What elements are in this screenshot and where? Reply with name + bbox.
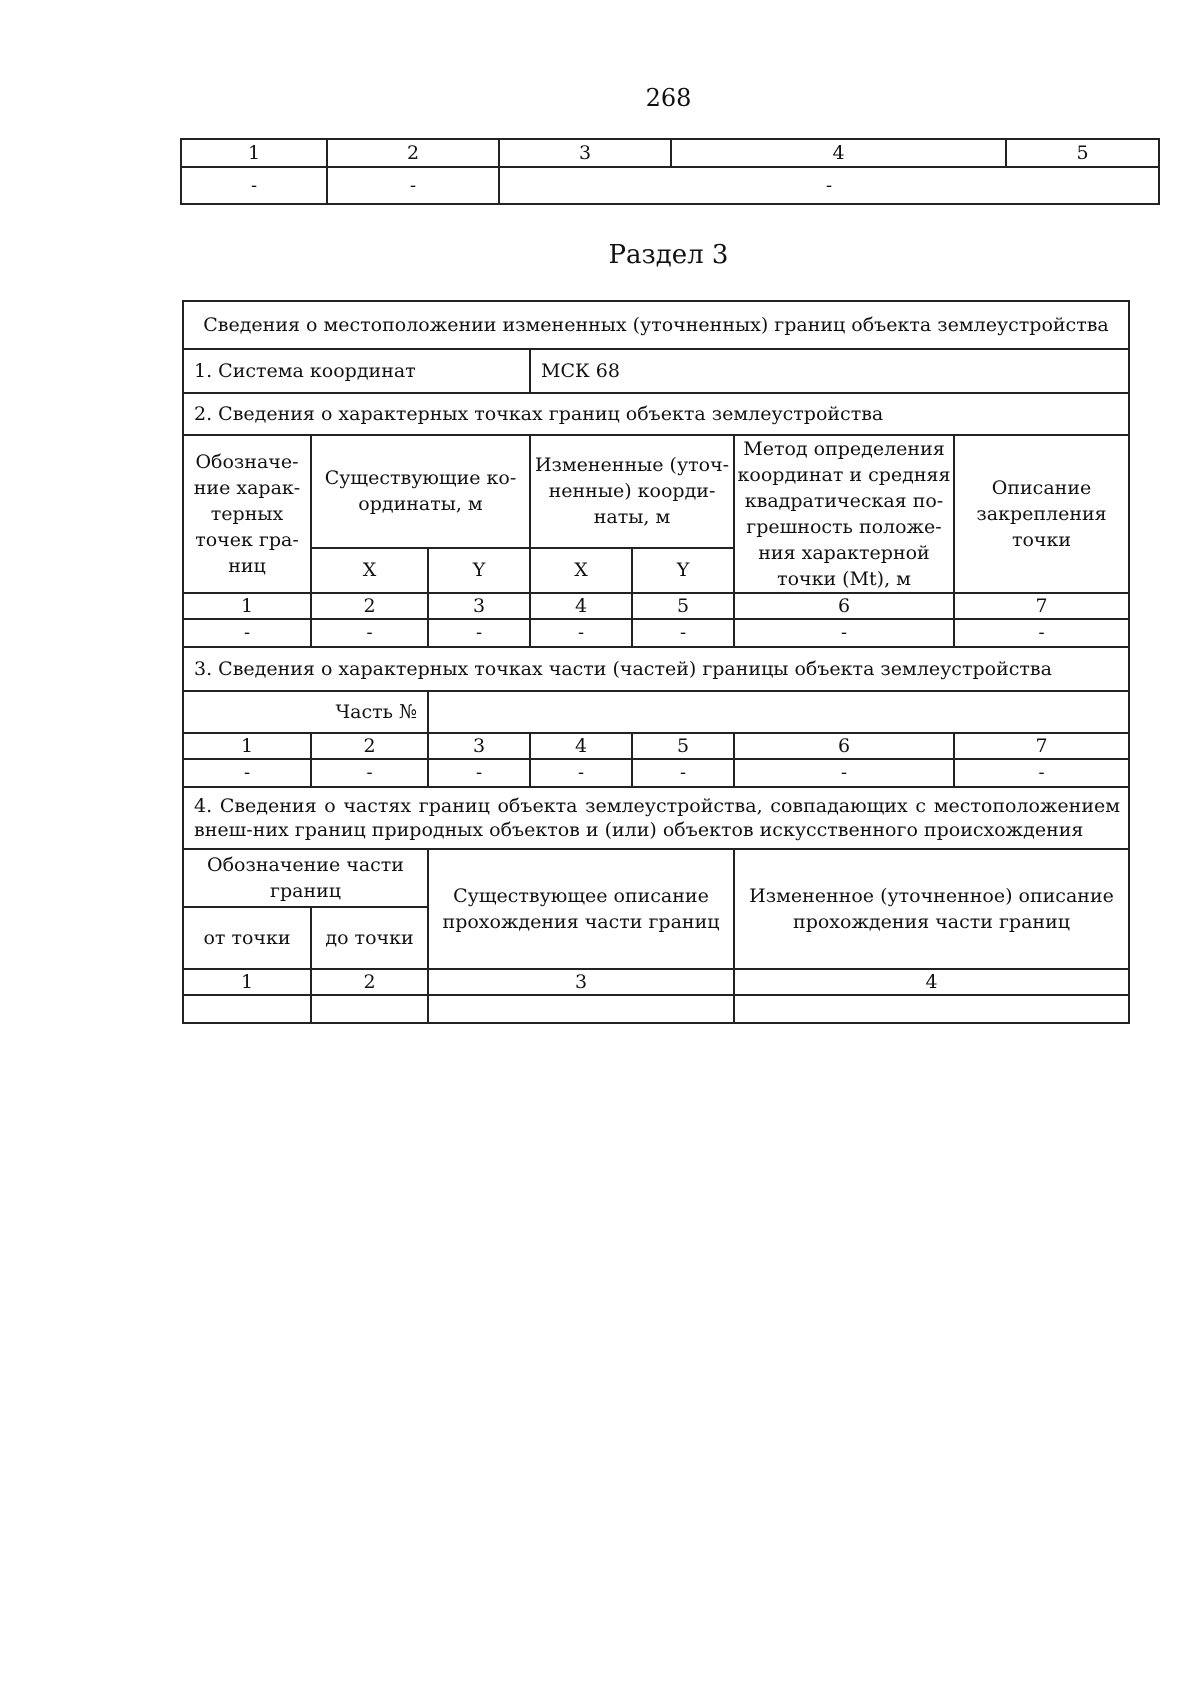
table-cell: 5 (1006, 139, 1159, 167)
changed-coords-header: Измененные (уточ-ненные) коорди-наты, м (530, 435, 734, 548)
x-header: X (311, 548, 428, 593)
changed-description-header: Измененное (уточненное) описание прохождения части границ (734, 849, 1129, 969)
table-cell: - (734, 619, 954, 647)
table-cell: - (183, 619, 311, 647)
table-cell: 4 (671, 139, 1006, 167)
table-cell: - (632, 619, 734, 647)
designation-header: Обозначе-ние харак-терных точек гра-ниц (183, 435, 311, 593)
x-header: X (530, 548, 632, 593)
table-cell: - (183, 759, 311, 787)
table-cell: - (632, 759, 734, 787)
table-cell (183, 995, 311, 1023)
table-cell: 2 (311, 593, 428, 619)
from-point-header: от точки (183, 907, 311, 969)
table-cell: - (428, 619, 530, 647)
y-header: Y (632, 548, 734, 593)
table-cell: 6 (734, 593, 954, 619)
section2-title-row (183, 393, 1129, 435)
table-cell: 3 (499, 139, 671, 167)
table-cell: 4 (734, 969, 1129, 995)
table-cell: - (734, 759, 954, 787)
table-cell (428, 995, 734, 1023)
table-cell: 3 (428, 969, 734, 995)
section2-data-row (183, 619, 1129, 647)
table-cell: - (428, 759, 530, 787)
table-cell (734, 995, 1129, 1023)
section3-title: 3. Сведения о характерных точках части (частей) границы объекта землеустройства (183, 647, 1129, 691)
section2-number-row (183, 593, 1129, 619)
section4-title-row (183, 787, 1129, 849)
table-cell: 1 (183, 593, 311, 619)
table-cell: 3 (428, 733, 530, 759)
section4-title: 4. Сведения о частях границ объекта землеустройства, совпадающих с местоположением внеш-них границ природных объектов и (или) объектов искусственного происхождения (183, 787, 1129, 849)
table-cell: - (499, 167, 1159, 204)
table-cell: 5 (632, 593, 734, 619)
table-cell: - (327, 167, 499, 204)
y-header: Y (428, 548, 530, 593)
table-cell (311, 995, 428, 1023)
table-cell: 5 (632, 733, 734, 759)
table-cell: 1 (183, 733, 311, 759)
top-table-header-row (181, 139, 1159, 167)
table-cell: 2 (327, 139, 499, 167)
table-cell: 1 (181, 139, 327, 167)
top-table (180, 138, 1160, 205)
top-table-row (181, 167, 1159, 204)
table-cell: 6 (734, 733, 954, 759)
table-cell: - (954, 759, 1129, 787)
coord-system-row (183, 349, 1129, 393)
table-cell: - (181, 167, 327, 204)
table-cell: - (530, 759, 632, 787)
fixing-header: Описание закрепления точки (954, 435, 1129, 593)
existing-description-header: Существующее описание прохождения части границ (428, 849, 734, 969)
section4-data-row (183, 995, 1129, 1023)
coord-system-label: 1. Система координат (183, 349, 530, 393)
main-title: Сведения о местоположении измененных (уточненных) границ объекта землеустройства (183, 301, 1129, 349)
table-cell: - (954, 619, 1129, 647)
section3-data-row (183, 759, 1129, 787)
section2-header-row (183, 435, 1129, 548)
section3-part-row (183, 691, 1129, 733)
part-designation-header: Обозначение части границ (183, 849, 428, 907)
table-cell: 7 (954, 593, 1129, 619)
section3-number-row (183, 733, 1129, 759)
table-cell: - (311, 619, 428, 647)
section3-title-row (183, 647, 1129, 691)
section-title: Раздел 3 (608, 240, 729, 270)
page-number: 268 (645, 84, 692, 112)
section4-number-row (183, 969, 1129, 995)
part-number-label: Часть № (183, 691, 428, 733)
section4-header-row (183, 849, 1129, 907)
table-cell: 1 (183, 969, 311, 995)
table-cell: - (530, 619, 632, 647)
table-cell: 7 (954, 733, 1129, 759)
main-title-row (183, 301, 1129, 349)
table-cell: 2 (311, 733, 428, 759)
coord-system-value: МСК 68 (530, 349, 1129, 393)
main-table (182, 300, 1130, 1024)
section2-title: 2. Сведения о характерных точках границ объекта землеустройства (183, 393, 1129, 435)
method-header: Метод определения координат и средняя квадратическая по-грешность положе-ния характерной точки (Mt), м (734, 435, 954, 593)
table-cell: - (311, 759, 428, 787)
to-point-header: до точки (311, 907, 428, 969)
part-number-value (428, 691, 1129, 733)
table-cell: 4 (530, 593, 632, 619)
table-cell: 3 (428, 593, 530, 619)
existing-coords-header: Существующие ко-ординаты, м (311, 435, 530, 548)
table-cell: 2 (311, 969, 428, 995)
table-cell: 4 (530, 733, 632, 759)
